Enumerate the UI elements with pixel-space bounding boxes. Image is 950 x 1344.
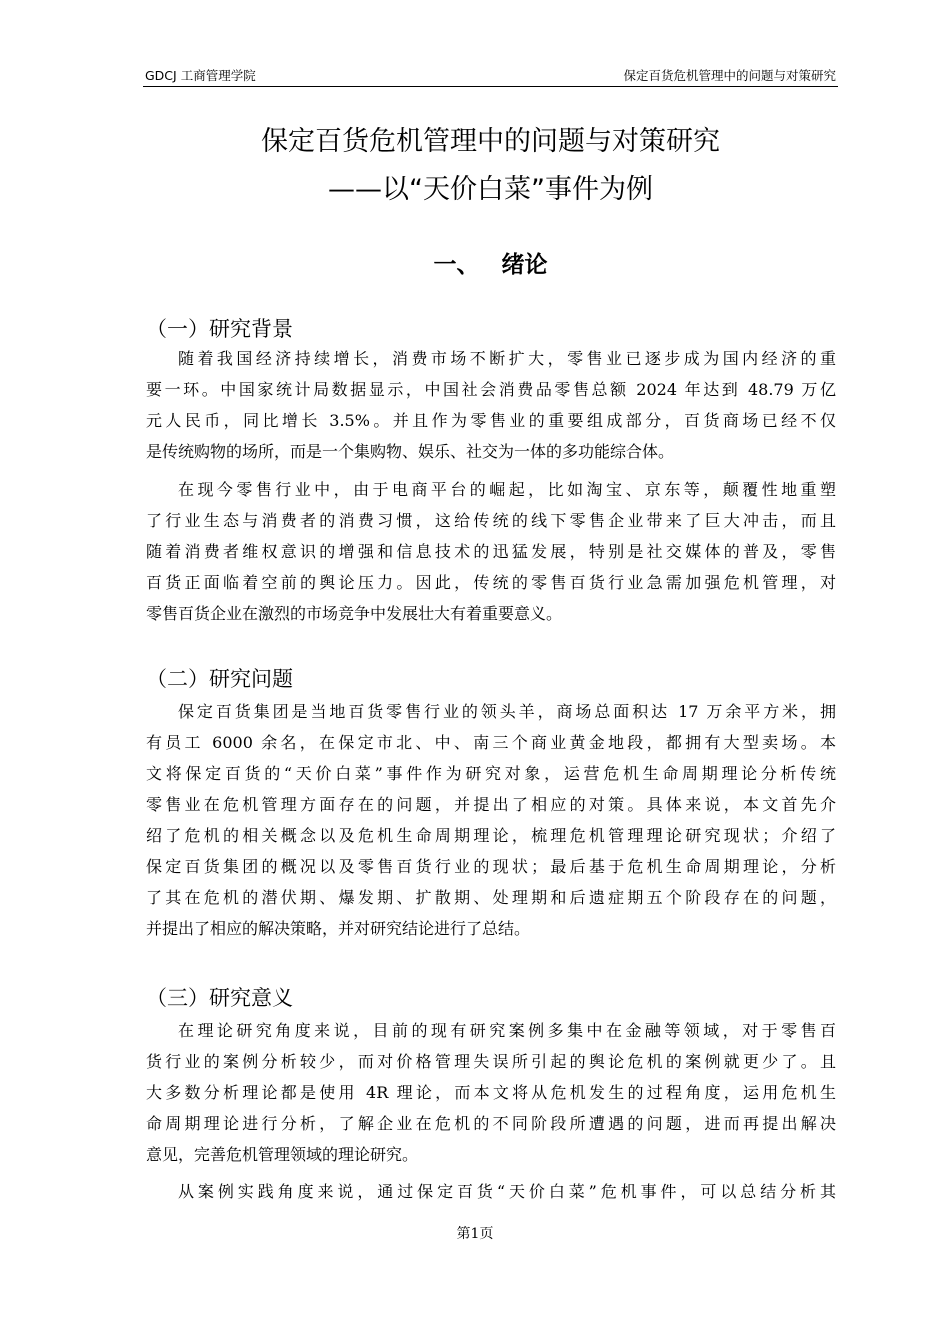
paragraph-significance-2	[146, 1176, 836, 1207]
text-line: 要一环。中国家统计局数据显示，中国社会消费品零售总额 2024 年达到 48.79 万亿	[146, 380, 836, 399]
text-line: 绍了危机的相关概念以及危机生命周期理论，梳理危机管理理论研究现状；介绍了	[146, 826, 836, 845]
text-line: 有员工 6000 余名，在保定市北、中、南三个商业黄金地段，都拥有大型卖场。本	[146, 733, 836, 752]
page-number: 第1页	[456, 1226, 494, 1242]
paper-title: 保定百货危机管理中的问题与对策研究	[261, 126, 720, 157]
text-line: 文将保定百货的“天价白菜”事件作为研究对象，运营危机生命周期理论分析传统	[146, 764, 836, 783]
paragraph-background-2	[146, 474, 836, 629]
page-header	[143, 66, 838, 87]
text-line: 零售业在危机管理方面存在的问题，并提出了相应的对策。具体来说，本文首先介	[146, 795, 836, 814]
text-line: 从案例实践角度来说，通过保定百货“天价白菜”危机事件，可以总结分析其	[178, 1182, 836, 1201]
text-line: 意见，完善危机管理领域的理论研究。	[146, 1145, 419, 1164]
text-line: 命周期理论进行分析，了解企业在危机的不同阶段所遭遇的问题，进而再提出解决	[146, 1114, 836, 1133]
paper-subtitle: ——以“天价白菜”事件为例	[328, 174, 653, 205]
text-line: 是传统购物的场所，而是一个集购物、娱乐、社交为一体的多功能综合体。	[146, 442, 675, 461]
text-line: 在现今零售行业中，由于电商平台的崛起，比如淘宝、京东等，颠覆性地重塑	[178, 480, 836, 499]
chapter-number: 一、	[433, 252, 480, 278]
section-heading-background: （一）研究背景	[146, 317, 293, 341]
header-institution: GDCJ 工商管理学院	[145, 68, 256, 83]
text-line: 大多数分析理论都是使用 4R 理论，而本文将从危机发生的过程角度，运用危机生	[146, 1083, 836, 1102]
section-heading-problem: （二）研究问题	[146, 667, 293, 691]
text-line: 并提出了相应的解决策略，并对研究结论进行了总结。	[146, 919, 531, 938]
text-line: 了其在危机的潜伏期、爆发期、扩散期、处理期和后遗症期五个阶段存在的问题，	[146, 888, 836, 907]
paragraph-problem	[146, 696, 836, 944]
section-heading-significance: （三）研究意义	[146, 986, 293, 1010]
header-running-title: 保定百货危机管理中的问题与对策研究	[623, 68, 836, 83]
paragraph-significance-1	[146, 1015, 836, 1170]
text-line: 了行业生态与消费者的消费习惯，这给传统的线下零售企业带来了巨大冲击，而且	[146, 511, 836, 530]
paragraph-background-1	[146, 343, 836, 467]
text-line: 在理论研究角度来说，目前的现有研究案例多集中在金融等领域，对于零售百	[178, 1021, 836, 1040]
chapter-title: 绪论	[501, 252, 548, 278]
text-line: 保定百货集团的概况以及零售百货行业的现状；最后基于危机生命周期理论，分析	[146, 857, 836, 876]
text-line: 随着消费者维权意识的增强和信息技术的迅猛发展，特别是社交媒体的普及，零售	[146, 542, 836, 561]
text-line: 零售百货企业在激烈的市场竞争中发展壮大有着重要意义。	[146, 604, 563, 623]
text-line: 百货正面临着空前的舆论压力。因此，传统的零售百货行业急需加强危机管理，对	[146, 573, 836, 592]
text-line: 随着我国经济持续增长，消费市场不断扩大，零售业已逐步成为国内经济的重	[178, 349, 836, 368]
text-line: 元人民币，同比增长 3.5%。并且作为零售业的重要组成部分，百货商场已经不仅	[146, 411, 836, 430]
text-line: 货行业的案例分析较少，而对价格管理失误所引起的舆论危机的案例就更少了。且	[146, 1052, 836, 1071]
text-line: 保定百货集团是当地百货零售行业的领头羊，商场总面积达 17 万余平方米，拥	[178, 702, 836, 721]
chapter-heading	[143, 250, 838, 280]
